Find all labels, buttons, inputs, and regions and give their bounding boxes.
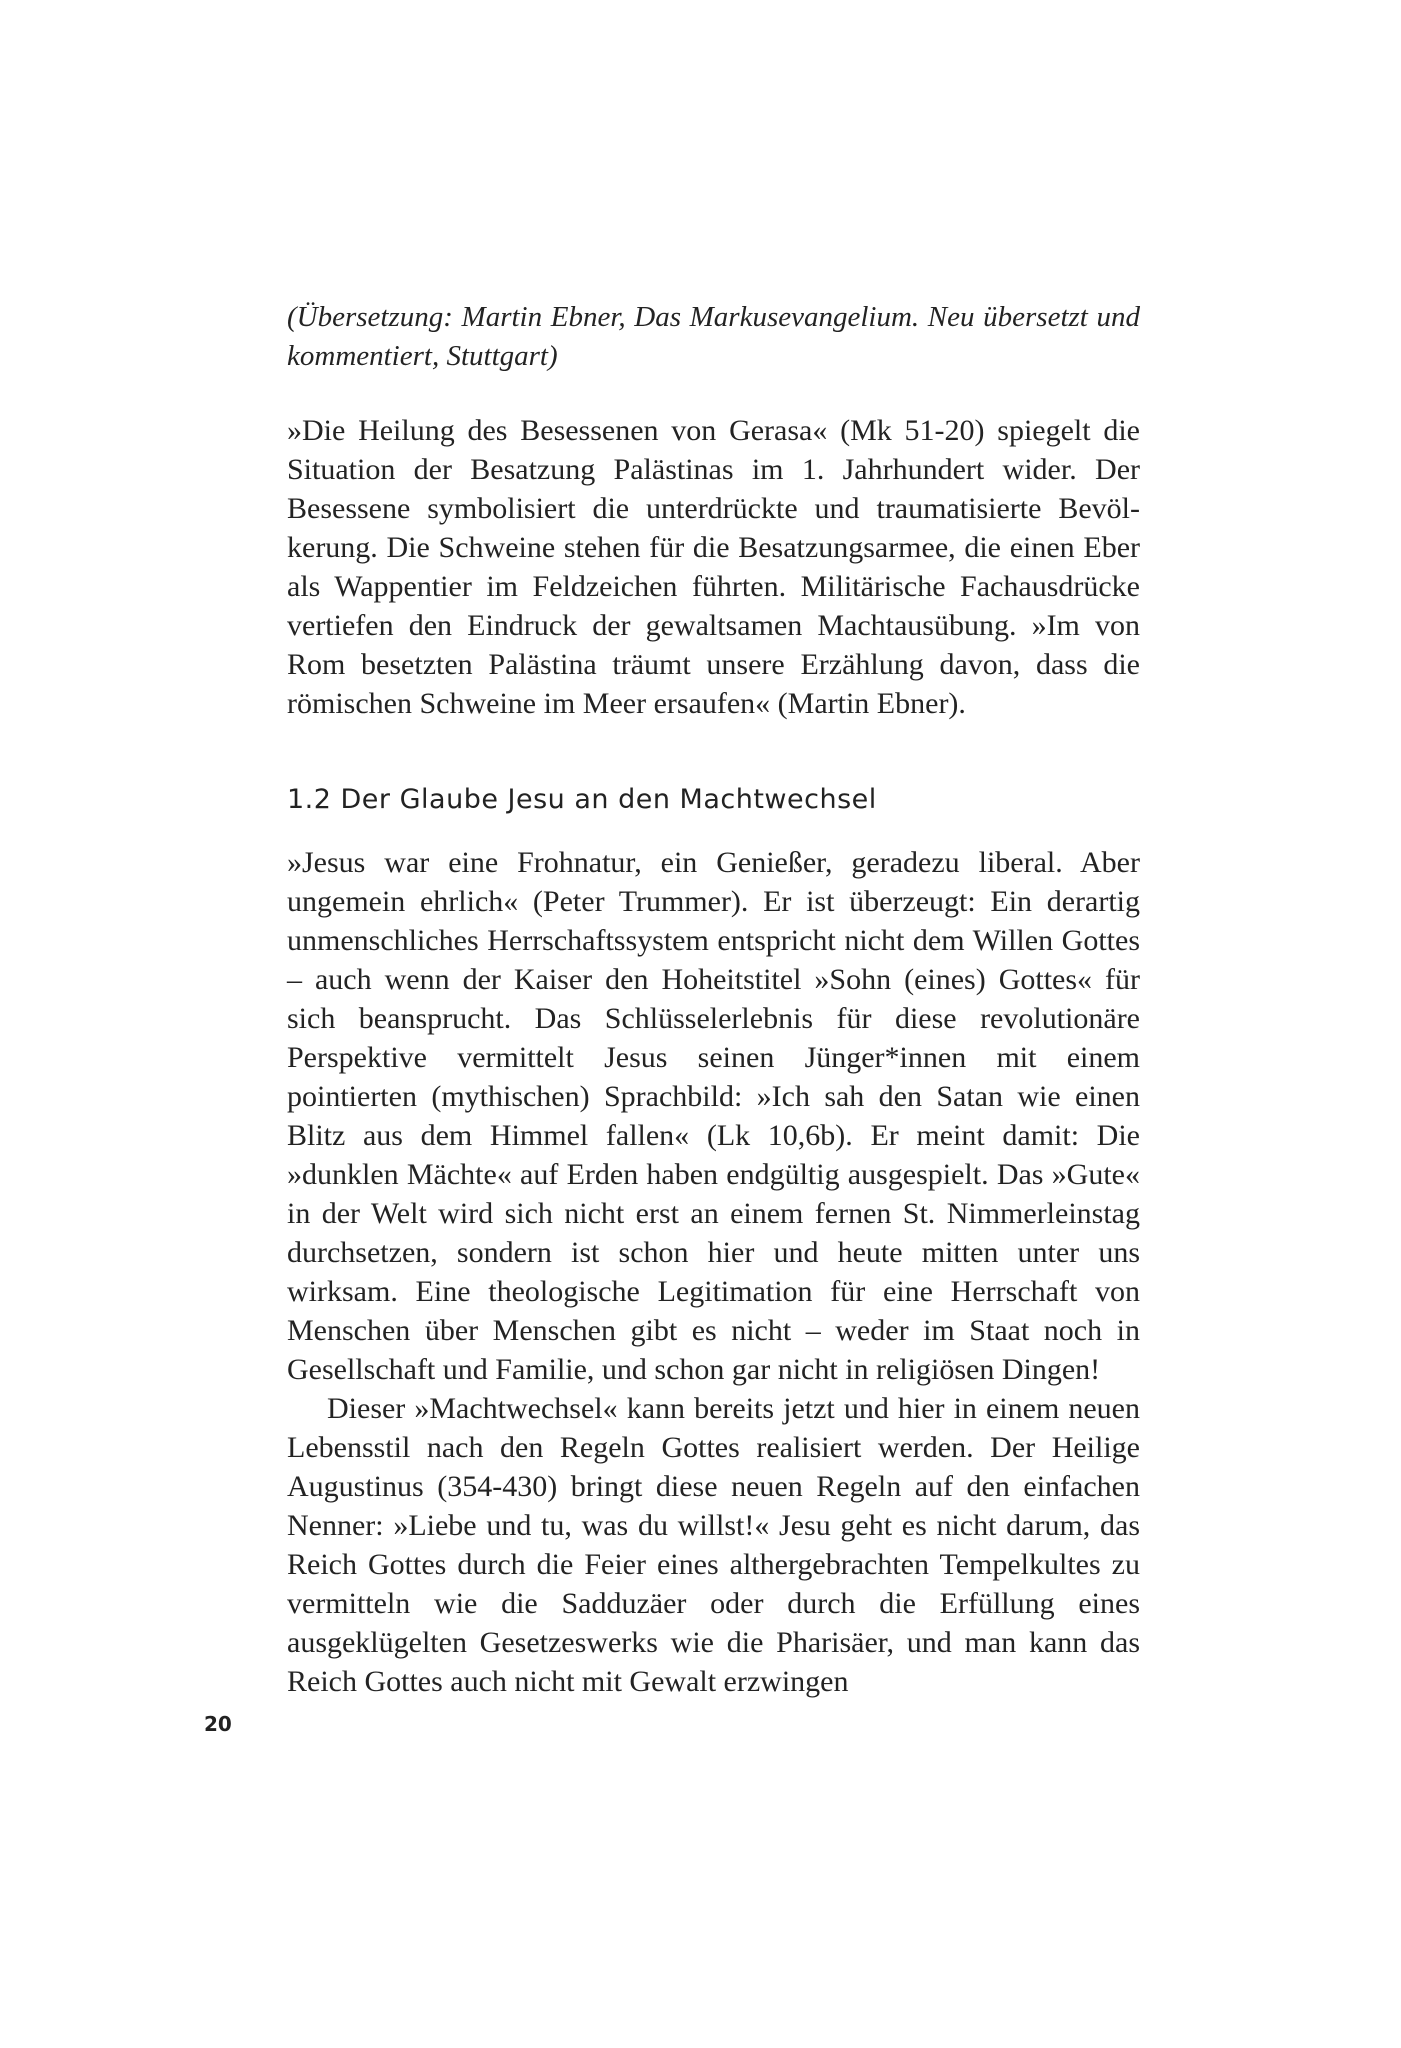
page-number: 20 [204,1712,232,1736]
section-heading: 1.2 Der Glaube Jesu an den Machtwechsel [287,784,877,815]
translation-note: (Übersetzung: Martin Ebner, Das Markusevangelium. Neu übersetzt und kommentiert, Stuttgart) [287,301,1140,372]
section-paragraph: Dieser »Machtwechsel« kann bereits jetzt und hier in einem neuen Lebensstil nach den Regeln Gottes realisiert werden. Der Heilige Augustinus (354-430) bringt diese neuen Regeln auf den einfachen Nenner: »Liebe und tu, was du willst!« Jesu geht es nicht darum, das Reich Gottes durch die Feier eines althergebrachten Tempelkultes zu vermitteln wie die Sadduzäer oder durch die Erfüllung eines ausgeklügelten Gesetzeswerks wie die Pharisäer, und man kann das Reich Gottes auch nicht mit Gewalt erzwingen [287,1392,1140,1698]
section-paragraph: »Jesus war eine Frohnatur, ein Genießer, geradezu liberal. Aber ungemein ehrlich« (Peter Trummer). Er ist überzeugt: Ein derartig unmenschliches Herrschaftssystem entspricht nicht dem Willen Gottes – auch wenn der Kaiser den Hoheitstitel »Sohn (eines) Gottes« für sich beansprucht. Das Schlüsselerlebnis für diese revolutionäre Perspektive vermittelt Jesus seinen Jünger*innen mit einem pointierten (mythischen) Sprachbild: »Ich sah den Satan wie einen Blitz aus dem Himmel fallen« (Lk 10,6b). Er meint damit: Die »dunklen Mächte« auf Erden haben endgültig ausgespielt. Das »Gute« in der Welt wird sich nicht erst an einem fernen St. Nimmerleinstag durchsetzen, sondern ist schon hier und heute mitten unter uns wirksam. Eine theologische Legitimation für eine Herrschaft von Menschen über Menschen gibt es nicht – weder im Staat noch in Gesellschaft und Familie, und schon gar nicht in religiösen Dingen! [287,846,1140,1386]
body-paragraph [287,411,1140,723]
paragraph-text: »Die Heilung des Besessenen von Gerasa« (Mk 51-20) spiegelt die Situation der Besatzung Palästinas im 1. Jahrhundert wider. Der Besessene symbolisiert die unterdrückte und traumatisierte Bevölkerung. Die Schweine stehen für die Besatzungsarmee, die einen Eber als Wappentier im Feldzeichen führten. Militärische Fachausdrücke vertiefen den Eindruck der gewaltsamen Machtausübung. »Im von Rom besetzten Palästina träumt unsere Erzählung davon, dass die römischen Schweine im Meer ersaufen« (Martin Ebner). [287,414,1140,720]
section-body [287,843,1140,1701]
